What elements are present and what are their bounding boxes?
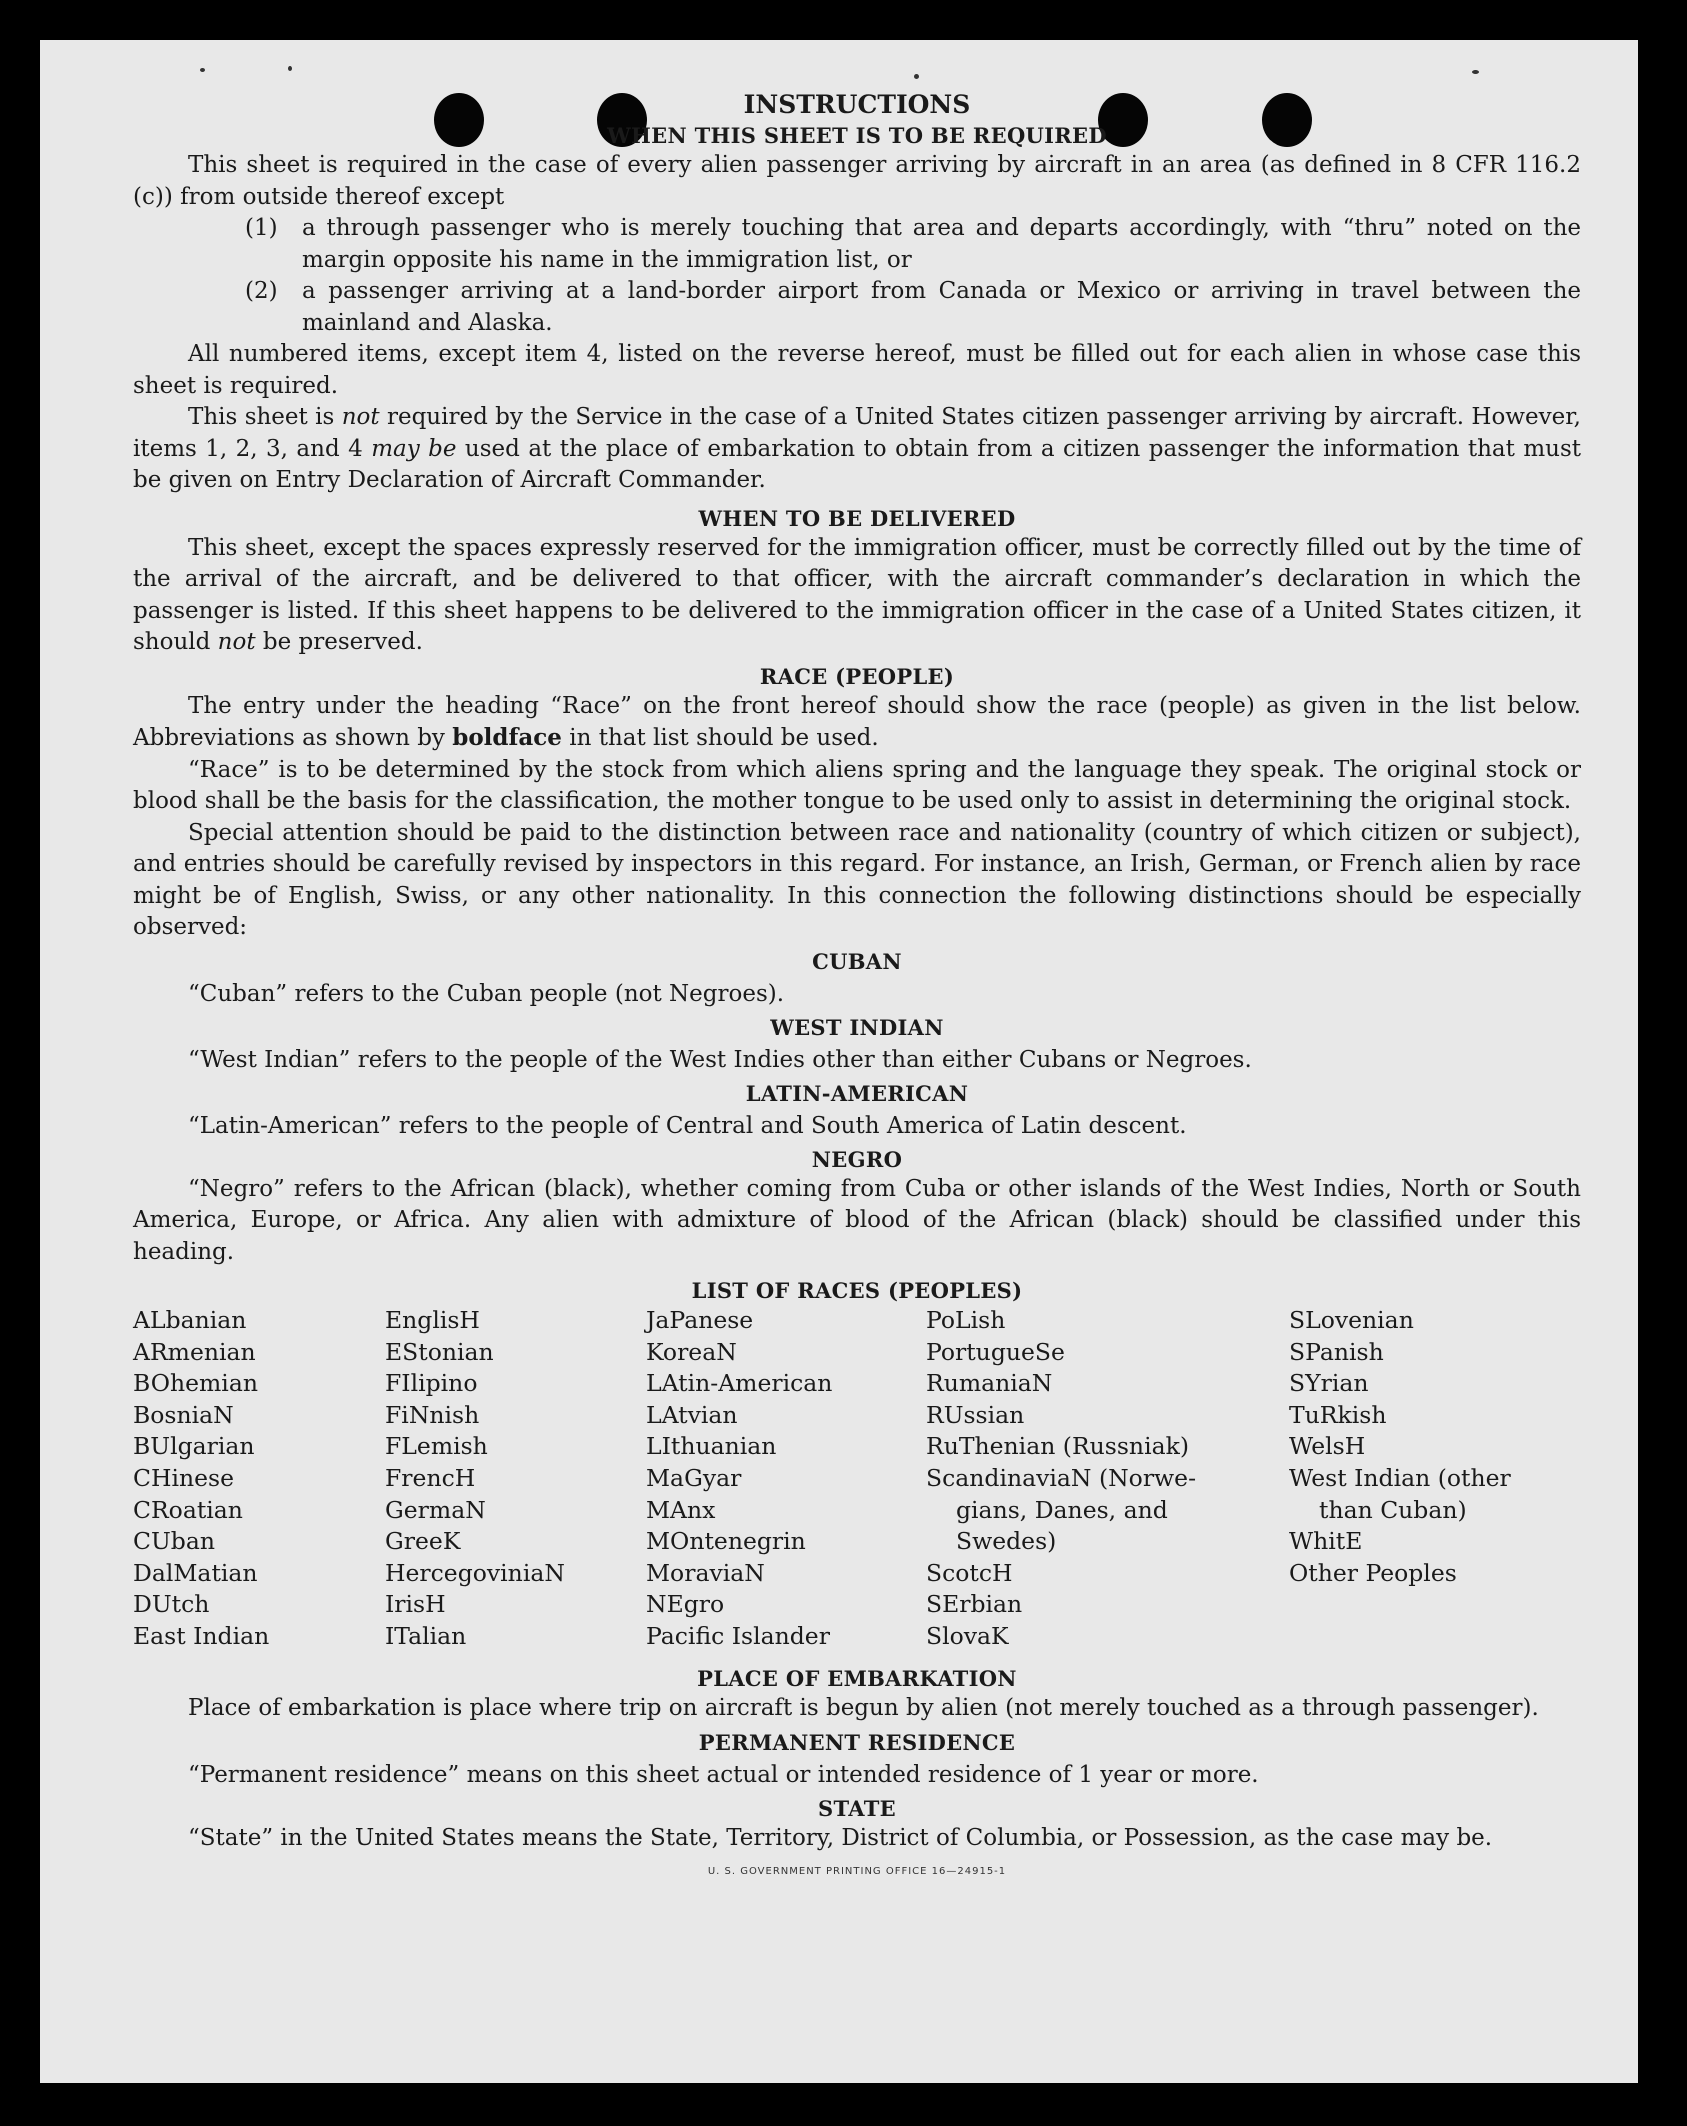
race-entry: SErbian (926, 1590, 1023, 1619)
item-text: a passenger arriving at a land-border airport from Canada or Mexico or arriving in travel between the mainland and Alaska. (302, 278, 1581, 336)
races-column (133, 1305, 269, 1653)
race-entry: ScotcH (926, 1558, 1013, 1587)
race-entry: CRoatian (133, 1495, 243, 1524)
race-entry: IrisH (385, 1590, 446, 1619)
definition-residence: “Permanent residence” means on this sheet actual or intended residence of 1 year or more. (188, 1761, 1259, 1788)
race-entry: KoreaN (646, 1337, 737, 1366)
race-entry: CUban (133, 1527, 215, 1556)
race-entry: MOntenegrin (646, 1527, 806, 1556)
race-entry: gians, Danes, and (956, 1495, 1168, 1524)
document-content (133, 88, 1581, 1877)
definition-negro: “Negro” refers to the African (black), whether coming from Cuba or other islands of the West Indies, North or South America, Europe, or Africa. Any alien with admixture of blood of the African (black) should be classified under this heading. (133, 1175, 1581, 1265)
race-entry: MaGyar (646, 1463, 742, 1492)
text-run: used at the place of embarkation to obtain from a citizen passenger the information that must be given on Entry Declaration of Aircraft Commander. (133, 435, 1581, 493)
definition-west-indian: “West Indian” refers to the people of the West Indies other than either Cubans or Negroes. (188, 1046, 1252, 1073)
race-entry: MoraviaN (646, 1558, 765, 1587)
heading-residence: PERMANENT RESIDENCE (698, 1729, 1016, 1755)
heading-negro: NEGRO (811, 1146, 903, 1172)
item-number: (1) (245, 215, 278, 241)
exception-item (245, 213, 1581, 276)
race-entry: LIthuanian (646, 1432, 777, 1461)
definition-cuban: “Cuban” refers to the Cuban people (not Negroes). (188, 980, 785, 1007)
heading-when-required: WHEN THIS SHEET IS TO BE REQUIRED (607, 123, 1107, 148)
race-entry: SYrian (1289, 1369, 1369, 1398)
race-entry: WelsH (1289, 1432, 1366, 1461)
race-entry: SLovenian (1289, 1306, 1414, 1334)
race-entry: Pacific Islander (646, 1621, 830, 1650)
heading-embarkation: PLACE OF EMBARKATION (697, 1666, 1017, 1691)
document-title: INSTRUCTIONS (743, 90, 971, 119)
race-entry: WhitE (1289, 1527, 1363, 1556)
heading-west-indian: WEST INDIAN (770, 1014, 944, 1040)
race-entry: West Indian (other (1289, 1463, 1511, 1492)
text-run: This sheet, except the spaces expressly reserved for the immigration officer, must be correctly filled out by the time of the arrival of the aircraft, and be delivered to that officer, with the aircraft commander’s declaration in which the passenger is listed. If this sheet happens to be delivered to the immigration officer in the case of a United States citizen, it should (133, 534, 1581, 655)
race-entry: NEgro (646, 1590, 725, 1619)
speck (1472, 70, 1479, 74)
race-entry: East Indian (133, 1621, 270, 1650)
race-entry: EStonian (385, 1337, 494, 1366)
paragraph-numbered-items: All numbered items, except item 4, listed on the reverse hereof, must be filled out for each alien in whose case this sheet is required. (133, 341, 1581, 399)
printer-imprint: U. S. GOVERNMENT PRINTING OFFICE 16—24915-1 (707, 1866, 1007, 1877)
race-entry: CHinese (133, 1463, 234, 1492)
race-entry: RumaniaN (926, 1369, 1053, 1398)
race-entry: SPanish (1289, 1337, 1384, 1366)
race-entry: than Cuban) (1319, 1495, 1467, 1524)
definition-latin-american: “Latin-American” refers to the people of Central and South America of Latin descent. (188, 1112, 1187, 1139)
race-entry: PortugueSe (926, 1337, 1065, 1366)
race-entry: ITalian (385, 1621, 467, 1650)
race-entry: GreeK (385, 1527, 461, 1556)
race-entry: EnglisH (385, 1306, 480, 1334)
paragraph-race-nationality: Special attention should be paid to the distinction between race and nationality (country of which citizen or subject), and entries should be carefully revised by inspectors in this regard. For instance, an Irish, German, or French alien by race might be of English, Swiss, or any other nationality. In this connection the following distinctions should be especially observed: (133, 819, 1581, 940)
race-entry: Other Peoples (1289, 1558, 1457, 1587)
paragraph-delivery (133, 533, 1581, 659)
race-entry: LAtin-American (646, 1369, 833, 1398)
race-entry: BOhemian (133, 1369, 258, 1398)
heading-state: STATE (818, 1795, 896, 1821)
race-entry: BosniaN (133, 1400, 234, 1429)
text-run: in that list should be used. (561, 725, 879, 751)
speck (288, 66, 292, 71)
race-entry: ALbanian (133, 1306, 247, 1334)
race-entry: SlovaK (926, 1621, 1009, 1650)
paragraph-race-stock: “Race” is to be determined by the stock from which aliens spring and the language they speak. The original stock or blood shall be the basis for the classification, the mother tongue to be used only to assist in determining the original stock. (133, 756, 1581, 814)
heading-cuban: CUBAN (812, 948, 902, 974)
race-entry: JaPanese (646, 1306, 754, 1334)
races-column (1289, 1305, 1511, 1589)
speck (914, 74, 919, 79)
race-entry: GermaN (385, 1495, 486, 1524)
race-entry: Swedes) (956, 1527, 1057, 1556)
speck (200, 68, 205, 72)
race-entry: FIlipino (385, 1369, 478, 1398)
item-number: (2) (245, 278, 278, 304)
race-entry: LAtvian (646, 1400, 738, 1429)
race-entry: DalMatian (133, 1558, 258, 1587)
item-text: a through passenger who is merely touching that area and departs accordingly, with “thru” noted on the margin opposite his name in the immigration list, or (302, 215, 1581, 273)
emphasis-text: not (341, 404, 380, 430)
heading-latin-american: LATIN-AMERICAN (745, 1080, 969, 1106)
race-entry: RUssian (926, 1400, 1025, 1429)
text-run: required by the Service in the case of a United States citizen passenger arriving by aircraft. However, items 1, 2, 3, and 4 (133, 404, 1581, 462)
document-page (40, 40, 1638, 2083)
race-entry: FrencH (385, 1463, 476, 1492)
race-entry: HercegoviniaN (385, 1558, 565, 1587)
race-entry: DUtch (133, 1590, 210, 1619)
race-entry: MAnx (646, 1495, 716, 1524)
paragraph-race-entry (133, 691, 1581, 755)
emphasis-text: not (217, 629, 256, 655)
race-entry: BUlgarian (133, 1432, 255, 1461)
races-column (926, 1305, 1196, 1653)
race-entry: TuRkish (1289, 1400, 1387, 1429)
race-entry: FLemish (385, 1432, 488, 1461)
race-entry: ARmenian (133, 1337, 256, 1366)
race-entry: FiNnish (385, 1400, 480, 1429)
emphasis-text: may be (371, 435, 457, 462)
races-list (133, 1305, 1581, 1661)
heading-when-delivered: WHEN TO BE DELIVERED (698, 505, 1016, 531)
paragraph-citizen (133, 402, 1581, 497)
text-run: The entry under the heading “Race” on the front hereof should show the race (people) as given in the list below. Abbreviations as shown by (133, 692, 1581, 751)
heading-race: RACE (PEOPLE) (759, 663, 955, 689)
text-run: be preserved. (255, 629, 423, 655)
paragraph-required: This sheet is required in the case of every alien passenger arriving by aircraft in an area (as defined in 8 CFR 116.2 (c)) from outside thereof except (133, 152, 1581, 210)
heading-races-list: LIST OF RACES (PEOPLES) (691, 1278, 1023, 1303)
races-column (646, 1305, 832, 1653)
bold-text: boldface (452, 724, 562, 751)
race-entry: ScandinaviaN (Norwe- (926, 1463, 1197, 1492)
race-entry: RuThenian (Russniak) (926, 1432, 1189, 1461)
races-column (385, 1305, 565, 1653)
definition-embarkation: Place of embarkation is place where trip on aircraft is begun by alien (not merely touched as a through passenger). (188, 1695, 1539, 1721)
race-entry: PoLish (926, 1306, 1006, 1334)
exception-item (245, 276, 1581, 339)
text-run: This sheet is (188, 404, 342, 430)
definition-state: “State” in the United States means the State, Territory, District of Columbia, or Possession, as the case may be. (188, 1824, 1493, 1851)
